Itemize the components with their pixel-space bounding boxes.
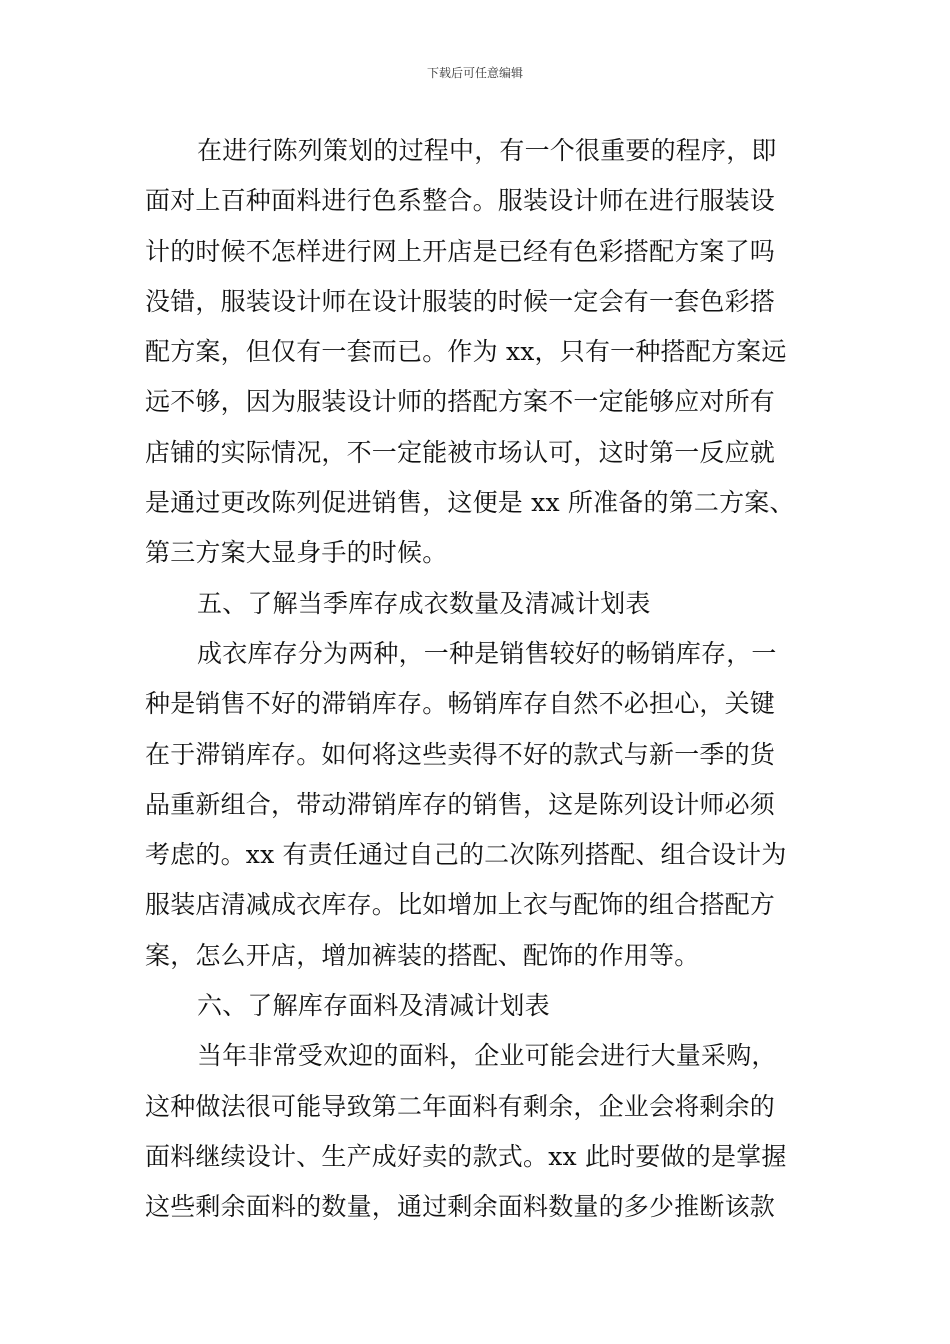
text-line: 第三方案大显身手的时候。	[145, 538, 448, 568]
text-line: 服装店清减成衣库存。比如增加上衣与配饰的组合搭配方	[145, 890, 776, 920]
text-line: 这种做法很可能导致第二年面料有剩余，企业会将剩余的	[145, 1091, 776, 1121]
text-line: 种是销售不好的滞销库存。畅销库存自然不必担心，关键	[145, 689, 776, 719]
text-line: 考虑的。xx 有责任通过自己的二次陈列搭配、组合设计为	[145, 840, 787, 870]
text-line: 案，怎么开店，增加裤装的搭配、配饰的作用等。	[145, 940, 700, 970]
text-line: 计的时候不怎样进行网上开店是已经有色彩搭配方案了吗	[145, 236, 776, 266]
text-line: 在进行陈列策划的过程中，有一个很重要的程序，即	[197, 136, 777, 165]
text-line: 当年非常受欢迎的面料，企业可能会进行大量采购，	[197, 1041, 777, 1071]
text-line: 成衣库存分为两种，一种是销售较好的畅销库存，一	[197, 638, 777, 668]
text-line: 品重新组合，带动滞销库存的销售，这是陈列设计师必须	[145, 789, 776, 819]
document-body	[145, 126, 807, 1233]
text-line: 是通过更改陈列促进销售，这便是 xx 所准备的第二方案、	[145, 488, 795, 518]
page-header: 下载后可任意编辑	[426, 66, 523, 80]
text-line: 店铺的实际情况，不一定能被市场认可，这时第一反应就	[145, 437, 776, 467]
text-line: 五、了解当季库存成衣数量及清减计划表	[197, 588, 651, 618]
text-line: 远不够，因为服装设计师的搭配方案不一定能够应对所有	[145, 387, 776, 417]
text-line: 这些剩余面料的数量，通过剩余面料数量的多少推断该款	[145, 1192, 776, 1222]
text-line: 六、了解库存面料及清减计划表	[197, 991, 550, 1021]
text-line: 面料继续设计、生产成好卖的款式。xx 此时要做的是掌握	[145, 1141, 787, 1171]
text-line: 配方案，但仅有一套而已。作为 xx，只有一种搭配方案远	[145, 337, 787, 367]
text-line: 没错，服装设计师在设计服装的时候一定会有一套色彩搭	[145, 286, 776, 316]
text-line: 面对上百种面料进行色系整合。服装设计师在进行服装设	[145, 186, 776, 216]
text-line: 在于滞销库存。如何将这些卖得不好的款式与新一季的货	[145, 739, 776, 769]
